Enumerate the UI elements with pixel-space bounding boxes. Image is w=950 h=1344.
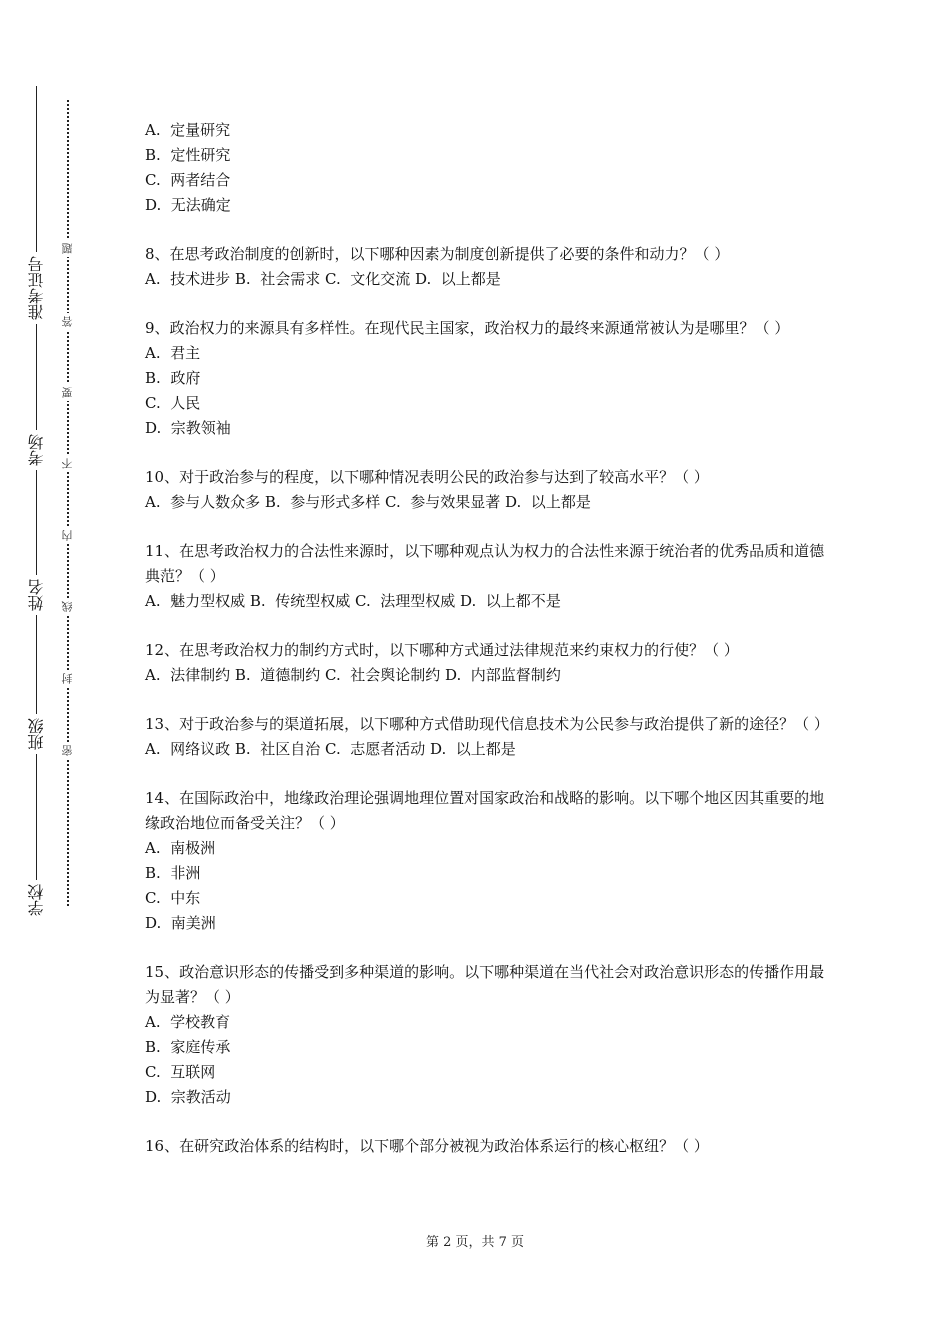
option: C. 互联网 bbox=[145, 1063, 216, 1081]
seal-char: 密 bbox=[58, 742, 78, 759]
option: B. 非洲 bbox=[145, 864, 201, 882]
binding-dotted-line bbox=[67, 100, 69, 906]
binding-solid-line bbox=[36, 86, 37, 918]
question-stem: 14、在国际政治中，地缘政治理论强调地理位置对国家政治和战略的影响。以下哪个地区因其重要的地缘政治地位而备受关注？（ ） bbox=[145, 789, 825, 832]
seal-char: 要 bbox=[58, 384, 78, 401]
question-9 bbox=[145, 316, 825, 441]
leading-options bbox=[145, 118, 825, 218]
option: B. 家庭传承 bbox=[145, 1038, 231, 1056]
exam-room-label: 考场 bbox=[22, 430, 52, 470]
question-stem: 8、在思考政治制度的创新时，以下哪种因素为制度创新提供了必要的条件和动力？（ ） bbox=[145, 245, 730, 263]
name-label: 姓名 bbox=[22, 575, 52, 615]
question-stem: 13、对于政治参与的渠道拓展，以下哪种方式借助现代信息技术为公民参与政治提供了新的途径？（ ） bbox=[145, 715, 829, 733]
option: D. 宗教领袖 bbox=[145, 419, 231, 437]
option: B. 定性研究 bbox=[145, 146, 231, 164]
seal-char: 不 bbox=[58, 455, 78, 472]
option: D. 宗教活动 bbox=[145, 1088, 231, 1106]
question-8 bbox=[145, 242, 825, 292]
seal-char: 内 bbox=[58, 527, 78, 544]
options-inline: A. 法律制约 B. 道德制约 C. 社会舆论制约 D. 内部监督制约 bbox=[145, 666, 561, 684]
options-inline: A. 网络议政 B. 社区自治 C. 志愿者活动 D. 以上都是 bbox=[145, 740, 516, 758]
seal-char: 封 bbox=[58, 670, 78, 687]
seal-char: 答 bbox=[58, 313, 78, 330]
option: A. 君主 bbox=[145, 344, 201, 362]
class-label: 班级 bbox=[22, 714, 52, 754]
exam-number-label: 准考证号 bbox=[22, 252, 52, 324]
binding-margin bbox=[0, 0, 110, 1344]
school-label: 学校 bbox=[22, 880, 52, 920]
question-15 bbox=[145, 960, 825, 1110]
option: C. 两者结合 bbox=[145, 171, 231, 189]
question-stem: 15、政治意识形态的传播受到多种渠道的影响。以下哪种渠道在当代社会对政治意识形态的传播作用最为显著？（ ） bbox=[145, 963, 825, 1006]
options-inline: A. 魅力型权威 B. 传统型权威 C. 法理型权威 D. 以上都不是 bbox=[145, 592, 561, 610]
question-11 bbox=[145, 539, 825, 614]
option: D. 无法确定 bbox=[145, 196, 231, 214]
options-inline: A. 技术进步 B. 社会需求 C. 文化交流 D. 以上都是 bbox=[145, 270, 501, 288]
seal-char: 题 bbox=[58, 240, 78, 257]
question-stem: 10、对于政治参与的程度，以下哪种情况表明公民的政治参与达到了较高水平？（ ） bbox=[145, 468, 709, 486]
option: A. 定量研究 bbox=[145, 121, 231, 139]
question-stem: 11、在思考政治权力的合法性来源时，以下哪种观点认为权力的合法性来源于统治者的优秀品质和道德典范？（ ） bbox=[145, 542, 825, 585]
option: C. 人民 bbox=[145, 394, 201, 412]
question-content bbox=[145, 118, 829, 1183]
question-stem: 12、在思考政治权力的制约方式时，以下哪种方式通过法律规范来约束权力的行使？（ ） bbox=[145, 641, 739, 659]
question-10 bbox=[145, 465, 825, 515]
question-stem: 9、政治权力的来源具有多样性。在现代民主国家，政治权力的最终来源通常被认为是哪里？（ ） bbox=[145, 319, 790, 337]
option: D. 南美洲 bbox=[145, 914, 216, 932]
question-13 bbox=[145, 712, 829, 762]
option: B. 政府 bbox=[145, 369, 201, 387]
question-16 bbox=[145, 1134, 825, 1159]
option: A. 南极洲 bbox=[145, 839, 216, 857]
option: C. 中东 bbox=[145, 889, 201, 907]
question-14 bbox=[145, 786, 825, 936]
option: A. 学校教育 bbox=[145, 1013, 231, 1031]
seal-char: 线 bbox=[58, 598, 78, 615]
question-12 bbox=[145, 638, 825, 688]
page-footer: 第 2 页，共 7 页 bbox=[425, 1235, 525, 1250]
options-inline: A. 参与人数众多 B. 参与形式多样 C. 参与效果显著 D. 以上都是 bbox=[145, 493, 591, 511]
question-stem: 16、在研究政治体系的结构时，以下哪个部分被视为政治体系运行的核心枢纽？（ ） bbox=[145, 1137, 709, 1155]
